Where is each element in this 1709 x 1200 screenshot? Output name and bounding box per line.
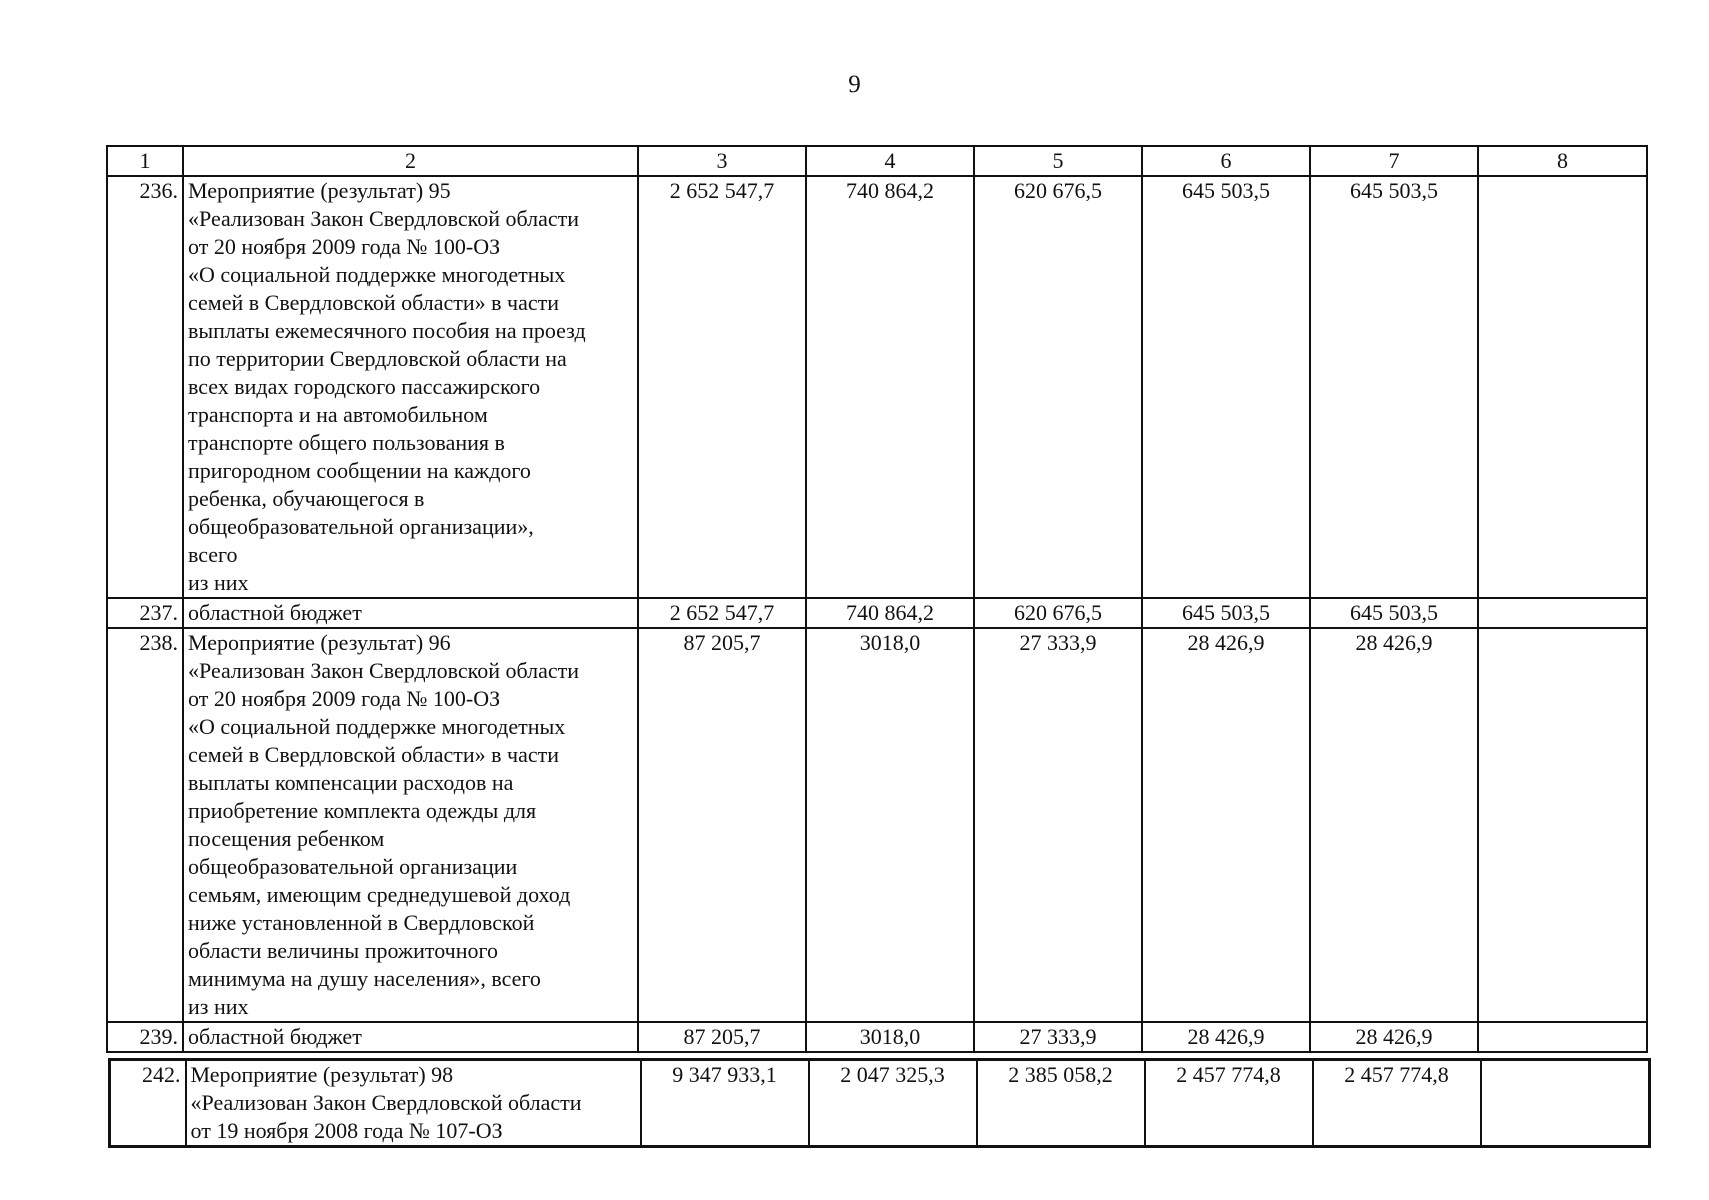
value-col-4: 2 047 325,3 — [809, 1060, 977, 1147]
value-col-5: 620 676,5 — [974, 598, 1142, 628]
column-header-4: 4 — [806, 146, 974, 176]
value-col-3: 2 652 547,7 — [638, 176, 806, 598]
value-col-6: 645 503,5 — [1142, 176, 1310, 598]
column-header-3: 3 — [638, 146, 806, 176]
row-number: 237. — [107, 598, 183, 628]
row-description: областной бюджет — [183, 1022, 638, 1052]
value-col-6: 28 426,9 — [1142, 1022, 1310, 1052]
table-row — [107, 598, 1647, 628]
row-number: 238. — [107, 628, 183, 1022]
table-header-row — [107, 146, 1647, 176]
value-col-8 — [1481, 1060, 1650, 1147]
column-header-5: 5 — [974, 146, 1142, 176]
table-row — [107, 628, 1647, 1022]
row-number: 242. — [110, 1060, 186, 1147]
budget-table-continuation — [108, 1058, 1651, 1148]
column-header-7: 7 — [1310, 146, 1478, 176]
row-description: Мероприятие (результат) 95 «Реализован Закон Свердловской области от 20 ноября 2009 года № 100-ОЗ «О социальной поддержке многодетных семей в Свердловской области» в части выплаты ежемесячного пособия на проезд по территории Свердловской области на всех видах городского пассажирского транспорта и на автомобильном транспорте общего пользования в пригородном сообщении на каждого ребенка, обучающегося в общеобразовательной организации», всего из них — [183, 176, 638, 598]
value-col-6: 28 426,9 — [1142, 628, 1310, 1022]
value-col-7: 28 426,9 — [1310, 1022, 1478, 1052]
value-col-7: 645 503,5 — [1310, 598, 1478, 628]
value-col-4: 740 864,2 — [806, 176, 974, 598]
value-col-7: 2 457 774,8 — [1313, 1060, 1481, 1147]
value-col-3: 2 652 547,7 — [638, 598, 806, 628]
page-number: 9 — [848, 71, 861, 98]
value-col-4: 3018,0 — [806, 628, 974, 1022]
table-row — [107, 176, 1647, 598]
row-description: Мероприятие (результат) 96 «Реализован Закон Свердловской области от 20 ноября 2009 года № 100-ОЗ «О социальной поддержке многодетных семей в Свердловской области» в части выплаты компенсации расходов на приобретение комплекта одежды для посещения ребенком общеобразовательной организации семьям, имеющим среднедушевой доход ниже установленной в Свердловской области величины прожиточного минимума на душу населения», всего из них — [183, 628, 638, 1022]
value-col-6: 645 503,5 — [1142, 598, 1310, 628]
value-col-4: 740 864,2 — [806, 598, 974, 628]
row-description: Мероприятие (результат) 98 «Реализован Закон Свердловской области от 19 ноября 2008 года № 107-ОЗ — [186, 1060, 641, 1147]
value-col-3: 87 205,7 — [638, 628, 806, 1022]
column-header-1: 1 — [107, 146, 183, 176]
value-col-8 — [1478, 598, 1647, 628]
value-col-5: 27 333,9 — [974, 1022, 1142, 1052]
value-col-8 — [1478, 628, 1647, 1022]
value-col-5: 620 676,5 — [974, 176, 1142, 598]
value-col-7: 28 426,9 — [1310, 628, 1478, 1022]
table-row — [110, 1060, 1650, 1147]
row-number: 239. — [107, 1022, 183, 1052]
table-row — [107, 1022, 1647, 1052]
column-header-2: 2 — [183, 146, 638, 176]
column-header-6: 6 — [1142, 146, 1310, 176]
value-col-4: 3018,0 — [806, 1022, 974, 1052]
value-col-7: 645 503,5 — [1310, 176, 1478, 598]
value-col-6: 2 457 774,8 — [1145, 1060, 1313, 1147]
column-header-8: 8 — [1478, 146, 1647, 176]
value-col-3: 87 205,7 — [638, 1022, 806, 1052]
row-number: 236. — [107, 176, 183, 598]
value-col-8 — [1478, 1022, 1647, 1052]
value-col-5: 2 385 058,2 — [977, 1060, 1145, 1147]
value-col-8 — [1478, 176, 1647, 598]
value-col-5: 27 333,9 — [974, 628, 1142, 1022]
budget-table — [106, 145, 1648, 1053]
row-description: областной бюджет — [183, 598, 638, 628]
value-col-3: 9 347 933,1 — [641, 1060, 809, 1147]
